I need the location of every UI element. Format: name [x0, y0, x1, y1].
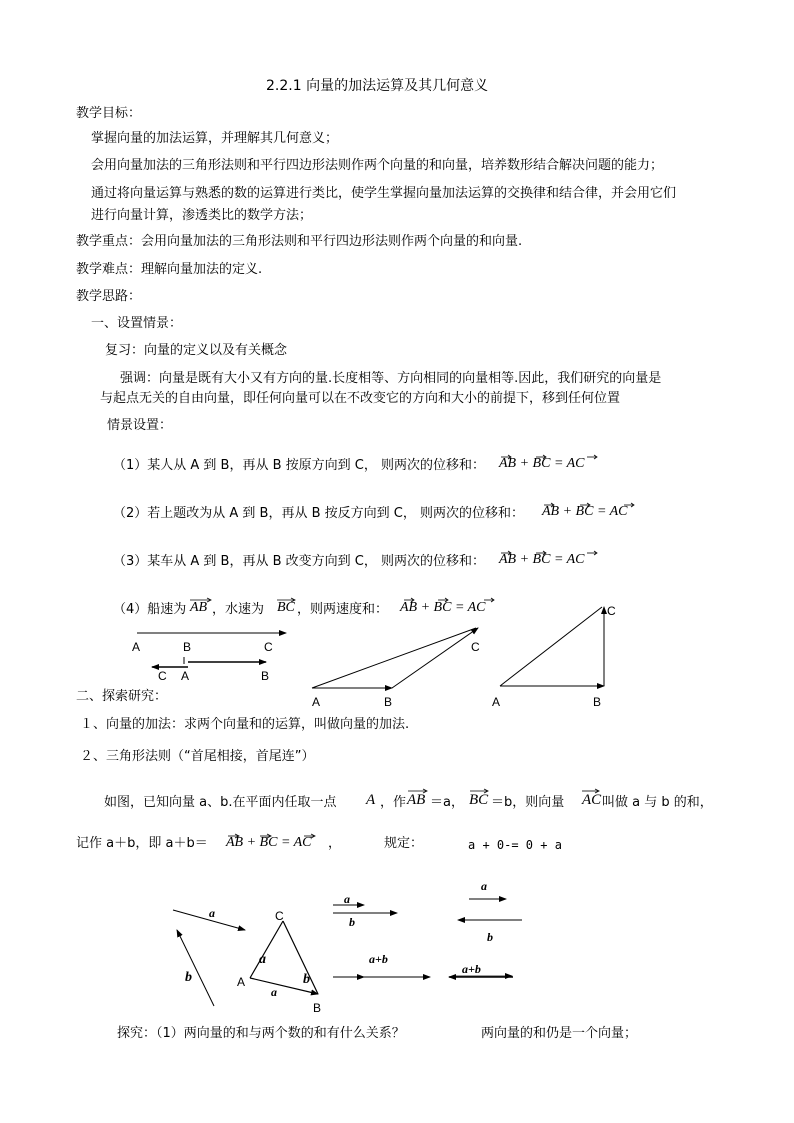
opposite-direction-vectors — [449, 899, 522, 977]
label-vector-a: a — [209, 906, 215, 920]
formula-4: AB + BC = AC — [400, 600, 486, 615]
label-a-plus-b: a+b — [369, 952, 388, 966]
goals-heading: 教学目标： — [76, 106, 142, 121]
section-1-heading: 一、设置情景： — [91, 316, 183, 331]
vector-bc: BC — [277, 600, 295, 615]
definition-text-e: 叫做 a 与 b 的和， — [602, 795, 713, 810]
key-point: 教学重点：会用向量加法的三角形法则和平行四边形法则作两个向量的和向量. — [76, 234, 523, 249]
review-text: 复习：向量的定义以及有关概念 — [105, 343, 288, 358]
triangle-diagram-2 — [500, 607, 604, 686]
explore-question: 探究：（1）两向量的和与两个数的和有什么关系？ — [117, 1026, 405, 1041]
label-vector-b: b — [487, 930, 493, 944]
rule-formula: a + 0-= 0 + a — [468, 838, 562, 852]
label-vector-a: a — [481, 879, 487, 893]
label-A: A — [237, 975, 246, 989]
label-B: B — [261, 669, 270, 683]
rule-label: 规定： — [384, 836, 424, 851]
difficulty: 教学难点：理解向量加法的定义. — [76, 262, 263, 277]
triangle-diagram-1 — [312, 628, 478, 688]
label-A: A — [492, 695, 501, 709]
point-A: A — [366, 792, 376, 808]
vector-ab: AB — [407, 792, 426, 808]
formula-2: AB + BC = AC — [542, 504, 628, 519]
label-B: B — [183, 640, 192, 654]
label-vector-b: b — [185, 970, 192, 985]
label-C: C — [607, 604, 616, 618]
label-A: A — [312, 695, 321, 709]
scenario-heading: 情景设置： — [107, 418, 173, 433]
scenario-item-2: （2）若上题改为从 A 到 B，再从 B 按反方向到 C， 则两次的位移和： — [113, 506, 525, 521]
definition-text-c: ＝a， — [430, 795, 464, 810]
definition-text-b: ，作 — [380, 795, 407, 810]
label-A: A — [132, 640, 141, 654]
label-vector-a: a — [259, 952, 266, 967]
label-B: B — [384, 695, 393, 709]
label-a-plus-b: a+b — [462, 962, 481, 976]
page-title: 2.2.1 向量的加法运算及其几何意义 — [266, 78, 489, 94]
scenario-item-4b: ，水速为 — [212, 602, 265, 617]
emphasis-line2: 与起点无关的自由向量，即任何向量可以在不改变它的方向和大小的前提下，移到任何位置 — [100, 391, 621, 406]
definition-text-a: 如图，已知向量 a、b.在平面内任取一点 — [104, 795, 337, 810]
goal-3-line1: 通过将向量运算与熟悉的数的运算进行类比，使学生掌握向量加法运算的交换律和结合律，并会用它们 — [91, 186, 677, 201]
label-C: C — [471, 640, 480, 654]
label-A: A — [181, 669, 190, 683]
scenario-item-1: （1）某人从 A 到 B，再从 B 按原方向到 C， 则两次的位移和： — [113, 458, 486, 473]
emphasis-line1: 强调：向量是既有大小又有方向的量.长度相等、方向相同的向量相等.因此，我们研究的向量是 — [120, 371, 662, 386]
same-direction-vectors — [333, 905, 430, 977]
label-B: B — [313, 1001, 322, 1015]
vector-ac: AC — [582, 792, 602, 808]
formula-1: AB + BC = AC — [499, 456, 585, 471]
label-vector-a: a — [344, 892, 350, 906]
definition-text-d: ＝b，则向量 — [491, 795, 565, 810]
given-vectors — [173, 910, 245, 1006]
notation-text: 记作 a＋b，即 a＋b＝ — [76, 836, 208, 851]
addition-definition: １、向量的加法：求两个向量和的运算，叫做向量的加法. — [80, 717, 410, 732]
label-C: C — [275, 909, 284, 923]
explore-answer: 两向量的和仍是一个向量； — [481, 1026, 638, 1041]
label-vector-b: b — [303, 972, 310, 987]
vector-bc: BC — [469, 792, 489, 808]
triangle-rule-heading: ２、三角形法则（“首尾相接，首尾连”） — [80, 749, 315, 764]
approach-heading: 教学思路： — [76, 289, 142, 304]
notation-comma: ， — [328, 836, 342, 851]
goal-1: 掌握向量的加法运算，并理解其几何意义； — [91, 131, 339, 146]
notation-formula: AB + BC = AC — [226, 835, 312, 850]
scenario-item-4a: （4）船速为 — [113, 602, 187, 617]
formula-3: AB + BC = AC — [499, 552, 585, 567]
label-vector-b: b — [349, 915, 355, 929]
scenario-item-3: （3）某车从 A 到 B，再从 B 改变方向到 C， 则两次的位移和： — [113, 554, 486, 569]
label-C: C — [264, 640, 273, 654]
goal-2: 会用向量加法的三角形法则和平行四边形法则作两个向量的和向量，培养数形结合解决问题的能力； — [91, 158, 664, 173]
label-B: B — [593, 695, 602, 709]
goal-3-line2: 进行向量计算，渗透类比的数学方法； — [91, 208, 313, 223]
section-2-heading: 二、探索研究： — [76, 689, 168, 704]
label-C: C — [158, 669, 167, 683]
vector-ab: AB — [190, 600, 208, 615]
label-vector-a: a — [271, 985, 277, 999]
scenario-item-4c: ，则两速度和： — [297, 602, 389, 617]
